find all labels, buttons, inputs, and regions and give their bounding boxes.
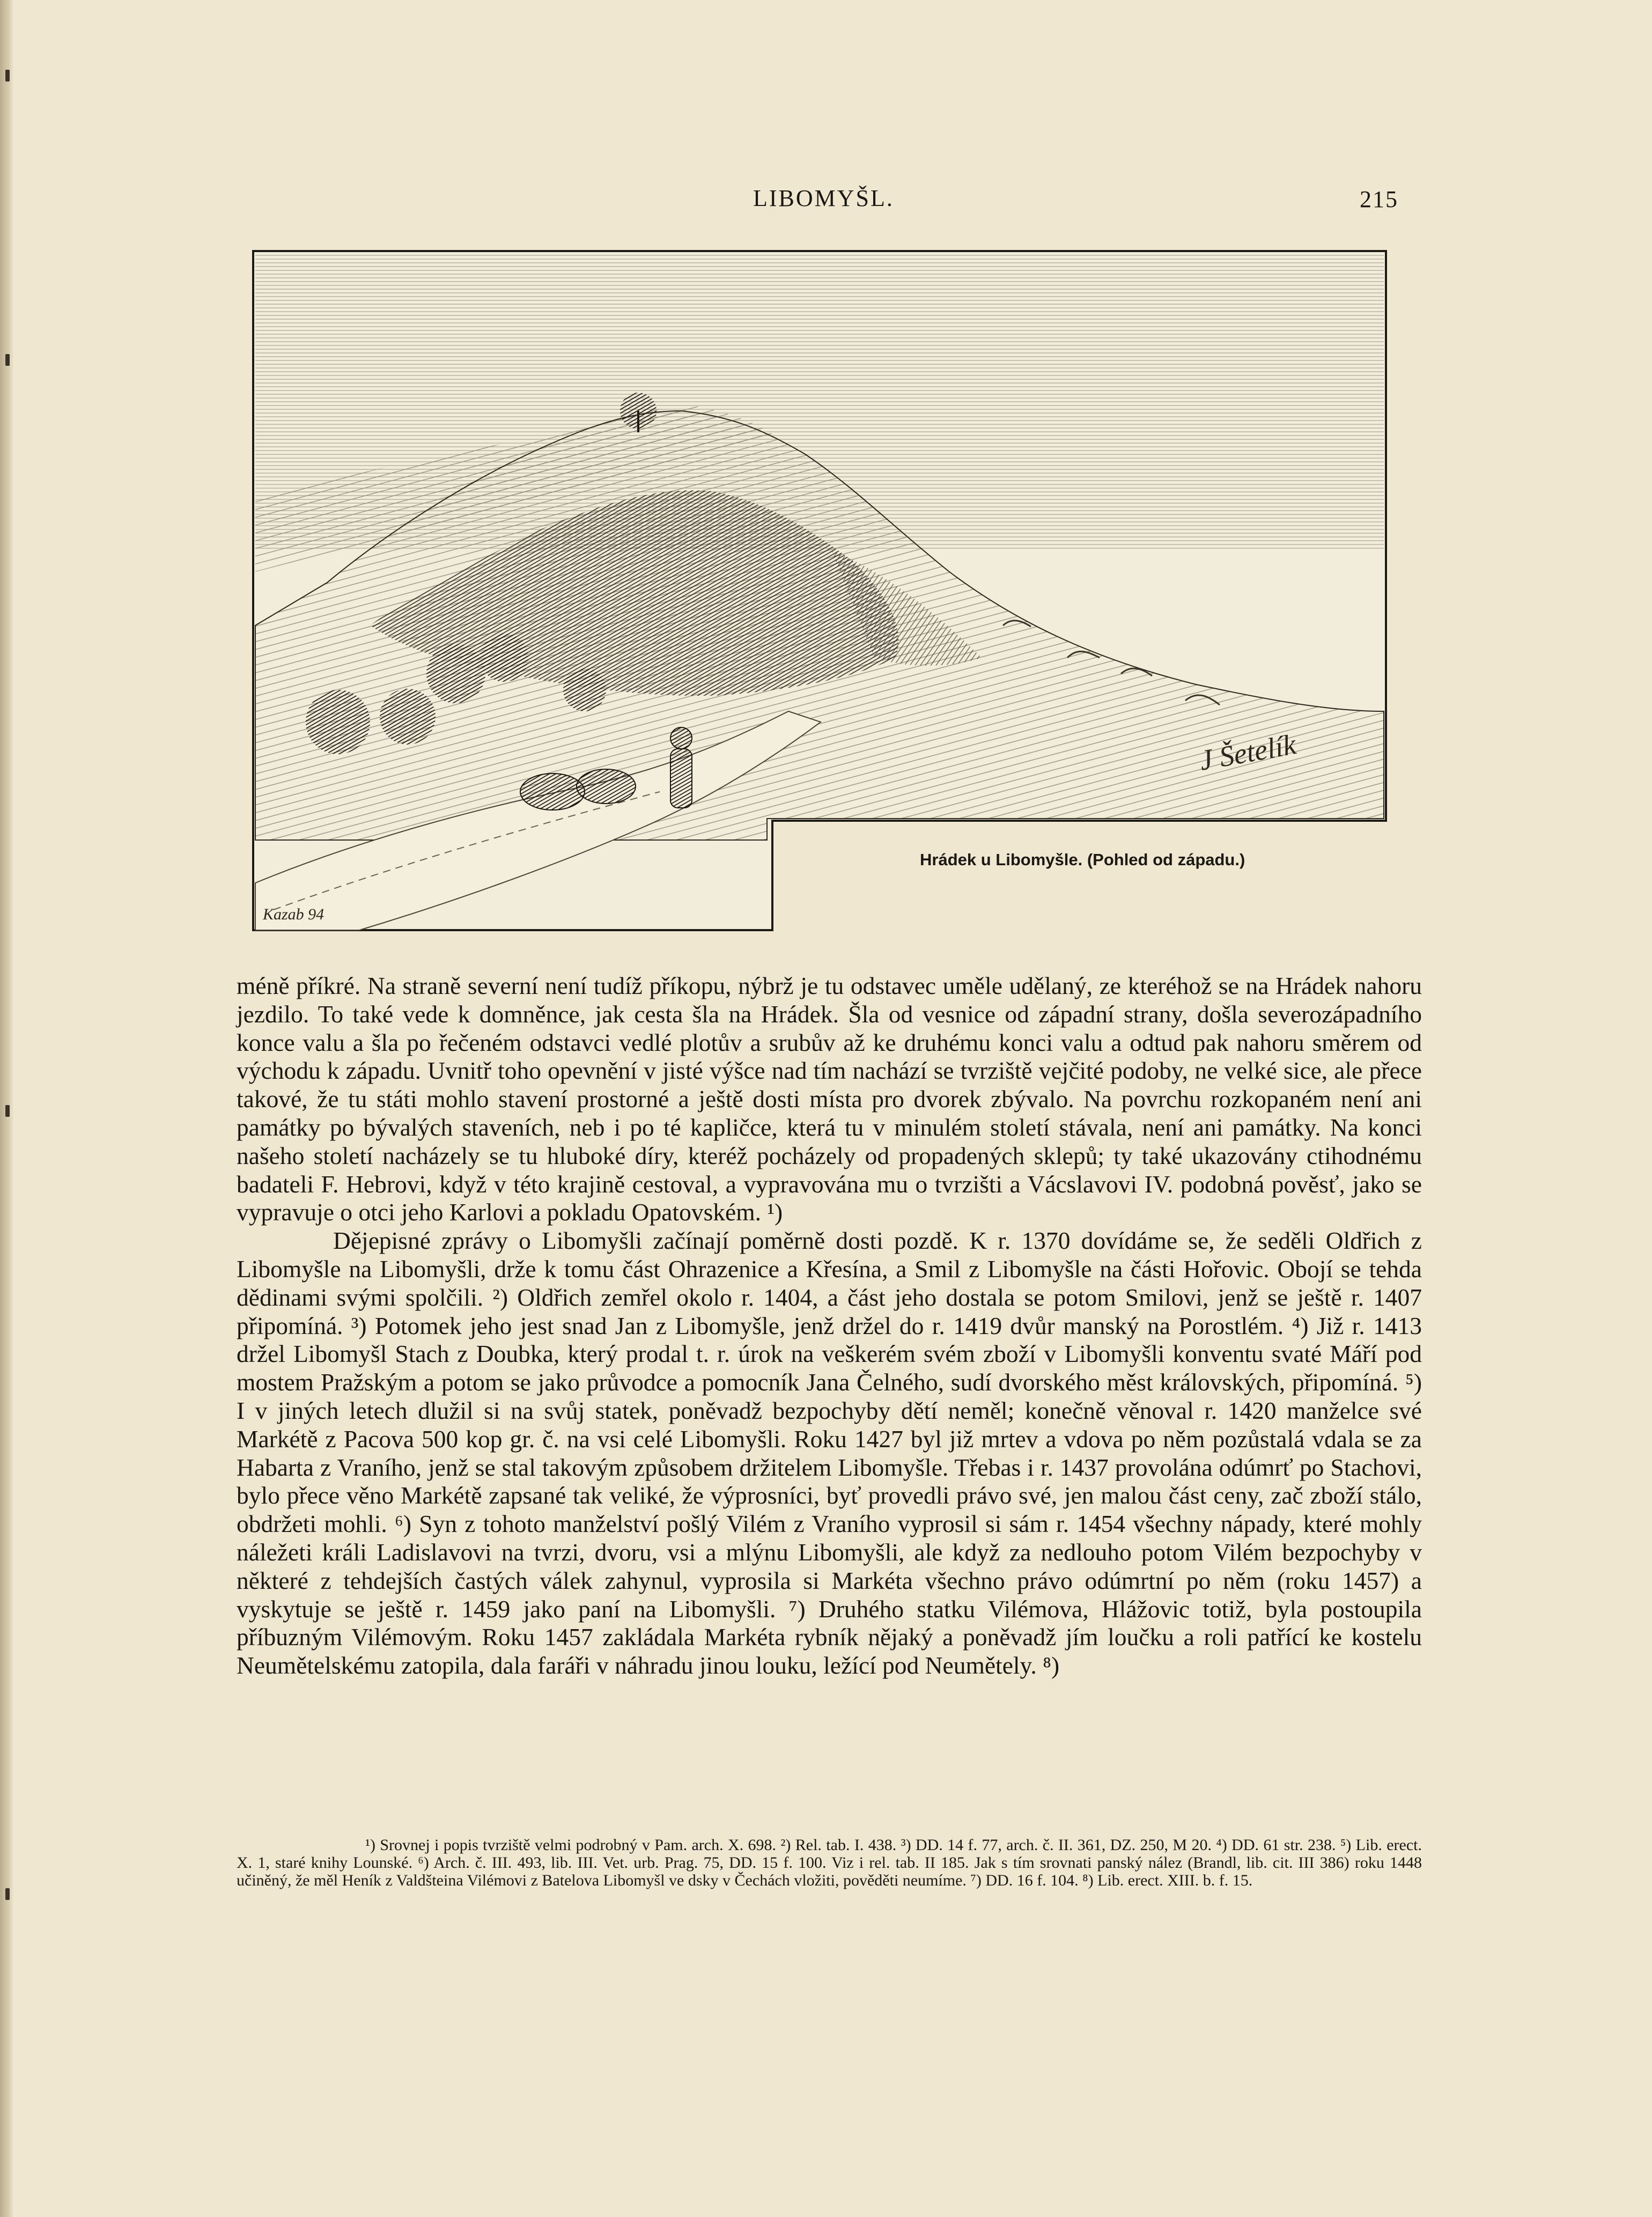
paragraph: méně příkré. Na straně severní není tudíž příkopu, nýbrž je tu odstavec uměle udělaný, ze kteréhož se na Hrádek nahoru jezdilo. To také vede k domněnce, jak cesta šla na Hrádek. Šla od vesnice od západní strany, došla severozápadního konce valu a šla po řečeném odstavci vedlé plotův a srubův až ke druhému konci valu a odtud pak nahoru směrem od východu k západu. Uvnitř toho opevnění v jisté výšce nad tím nachází se tvrziště vejčité podoby, ne velké sice, ale přece takové, že tu státi mohlo stavení prostorné a ještě dosti místa pro dvorek zbývalo. Na povrchu rozkopaném není ani památky po bývalých staveních, neb i po té kapličce, která tu v minulém století stávala, není ani památky. Na konci našeho století nacházely se tu hluboké díry, kteréž pocházely od propadených sklepů; ty také ukazovány ctihodnému badateli F. Hebrovi, když v této krajině cestoval, a vypravována mu o tvrzišti a Vácslavovi IV. podobná pověsť, jako se vypravuje o otci jeho Karlovi a pokladu Opatovském. ¹)	[237, 972, 1422, 1226]
illustration	[252, 250, 1388, 932]
running-header	[0, 185, 1652, 217]
gutter-mark	[5, 70, 10, 82]
signature-left: Kazab 94	[263, 905, 324, 923]
page-title: LIBOMYŠL.	[753, 185, 894, 211]
landscape-engraving	[252, 250, 1388, 932]
figure-caption: Hrádek u Libomyšle. (Pohled od západu.)	[920, 850, 1245, 869]
gutter-mark	[5, 1888, 10, 1900]
gutter-mark	[5, 354, 10, 366]
gutter-mark	[5, 1105, 10, 1117]
paragraph: Dějepisné zprávy o Libomyšli začínají poměrně dosti pozdě. K r. 1370 dovídáme se, že seděli Oldřich z Libomyšle na Libomyšli, drže k tomu část Ohrazenice a Křesína, a Smil z Libomyšle na části Hořovic. Obojí se tehda dědinami svými spolčili. ²) Oldřich zemřel okolo r. 1404, a část jeho dostala se potom Smilovi, jenž se ještě r. 1407 připomíná. ³) Potomek jeho jest snad Jan z Libomyšle, jenž držel do r. 1419 dvůr manský na Porostlém. ⁴) Již r. 1413 držel Libomyšl Stach z Doubka, který prodal t. r. úrok na veškerém svém zboží v Libomyšli konventu svaté Máří pod mostem Pražským a potom se jako průvodce a pomocník Jana Čelného, sudí dvorského měst královských, připomíná. ⁵) I v jiných letech dlužil si na svůj statek, poněvadž bezpochyby dětí neměl; konečně věnoval r. 1420 manželce své Markétě z Pacova 500 kop gr. č. na vsi celé Libomyšli. Roku 1427 byl již mrtev a vdova po něm pozůstalá vdala se za Habarta z Vraního, jenž se stal takovým způsobem držitelem Libomyšle. Třebas i r. 1437 provolána odúmrť po Stachovi, bylo přece věno Markétě zapsané tak veliké, že výprosníci, byť provedli právo své, jen malou část ceny, zač zboží stálo, obdržeti mohli. ⁶) Syn z tohoto manželství pošlý Vilém z Vraního vyprosil si sám r. 1454 všechny nápady, které mohly náležeti králi Ladislavovi na tvrzi, dvoru, vsi a mlýnu Libomyšli, ale když za nedlouho potom Vilém bezpochyby v některé z tehdejších častých válek zahynul, vyprosila si Markéta všechno právo odúmrtní po něm (roku 1457) a vyskytuje se ještě r. 1459 jako paní na Libomyšli. ⁷) Druhého statku Vilémova, Hlážovic totiž, byla postoupila příbuzným Vilémovým. Roku 1457 zakládala Markéta rybník nějaký a poněvadž jím loučku a roli patřící ke kostelu Neumětelskému zatopila, dala faráři v náhradu jinou louku, ležící pod Neumětely. ⁸)	[237, 1227, 1422, 1680]
footnotes	[237, 1836, 1422, 1889]
body-text	[237, 972, 1422, 1680]
page-number: 215	[1360, 186, 1398, 212]
signature-right: J Šetelík	[1197, 728, 1299, 777]
footnote-text: ¹) Srovnej i popis tvrziště velmi podrobný v Pam. arch. X. 698. ²) Rel. tab. I. 438. ³) DD. 14 f. 77, arch. č. II. 361, DZ. 250, M 20. ⁴) DD. 61 str. 238. ⁵) Lib. erect. X. 1, staré knihy Lounské. ⁶) Arch. č. III. 493, lib. III. Vet. urb. Prag. 75, DD. 15 f. 100. Viz i rel. tab. II 185. Jak s tím srovnati panský nález (Brandl, lib. cit. III 386) roku 1448 učiněný, že měl Heník z Valdšteina Vilémovi z Batelova Libomyšl ve dsky v Čechách vložiti, pověděti neumíme. ⁷) DD. 16 f. 104. ⁸) Lib. erect. XIII. b. f. 15.	[237, 1836, 1422, 1889]
binding-gutter	[0, 0, 14, 2217]
